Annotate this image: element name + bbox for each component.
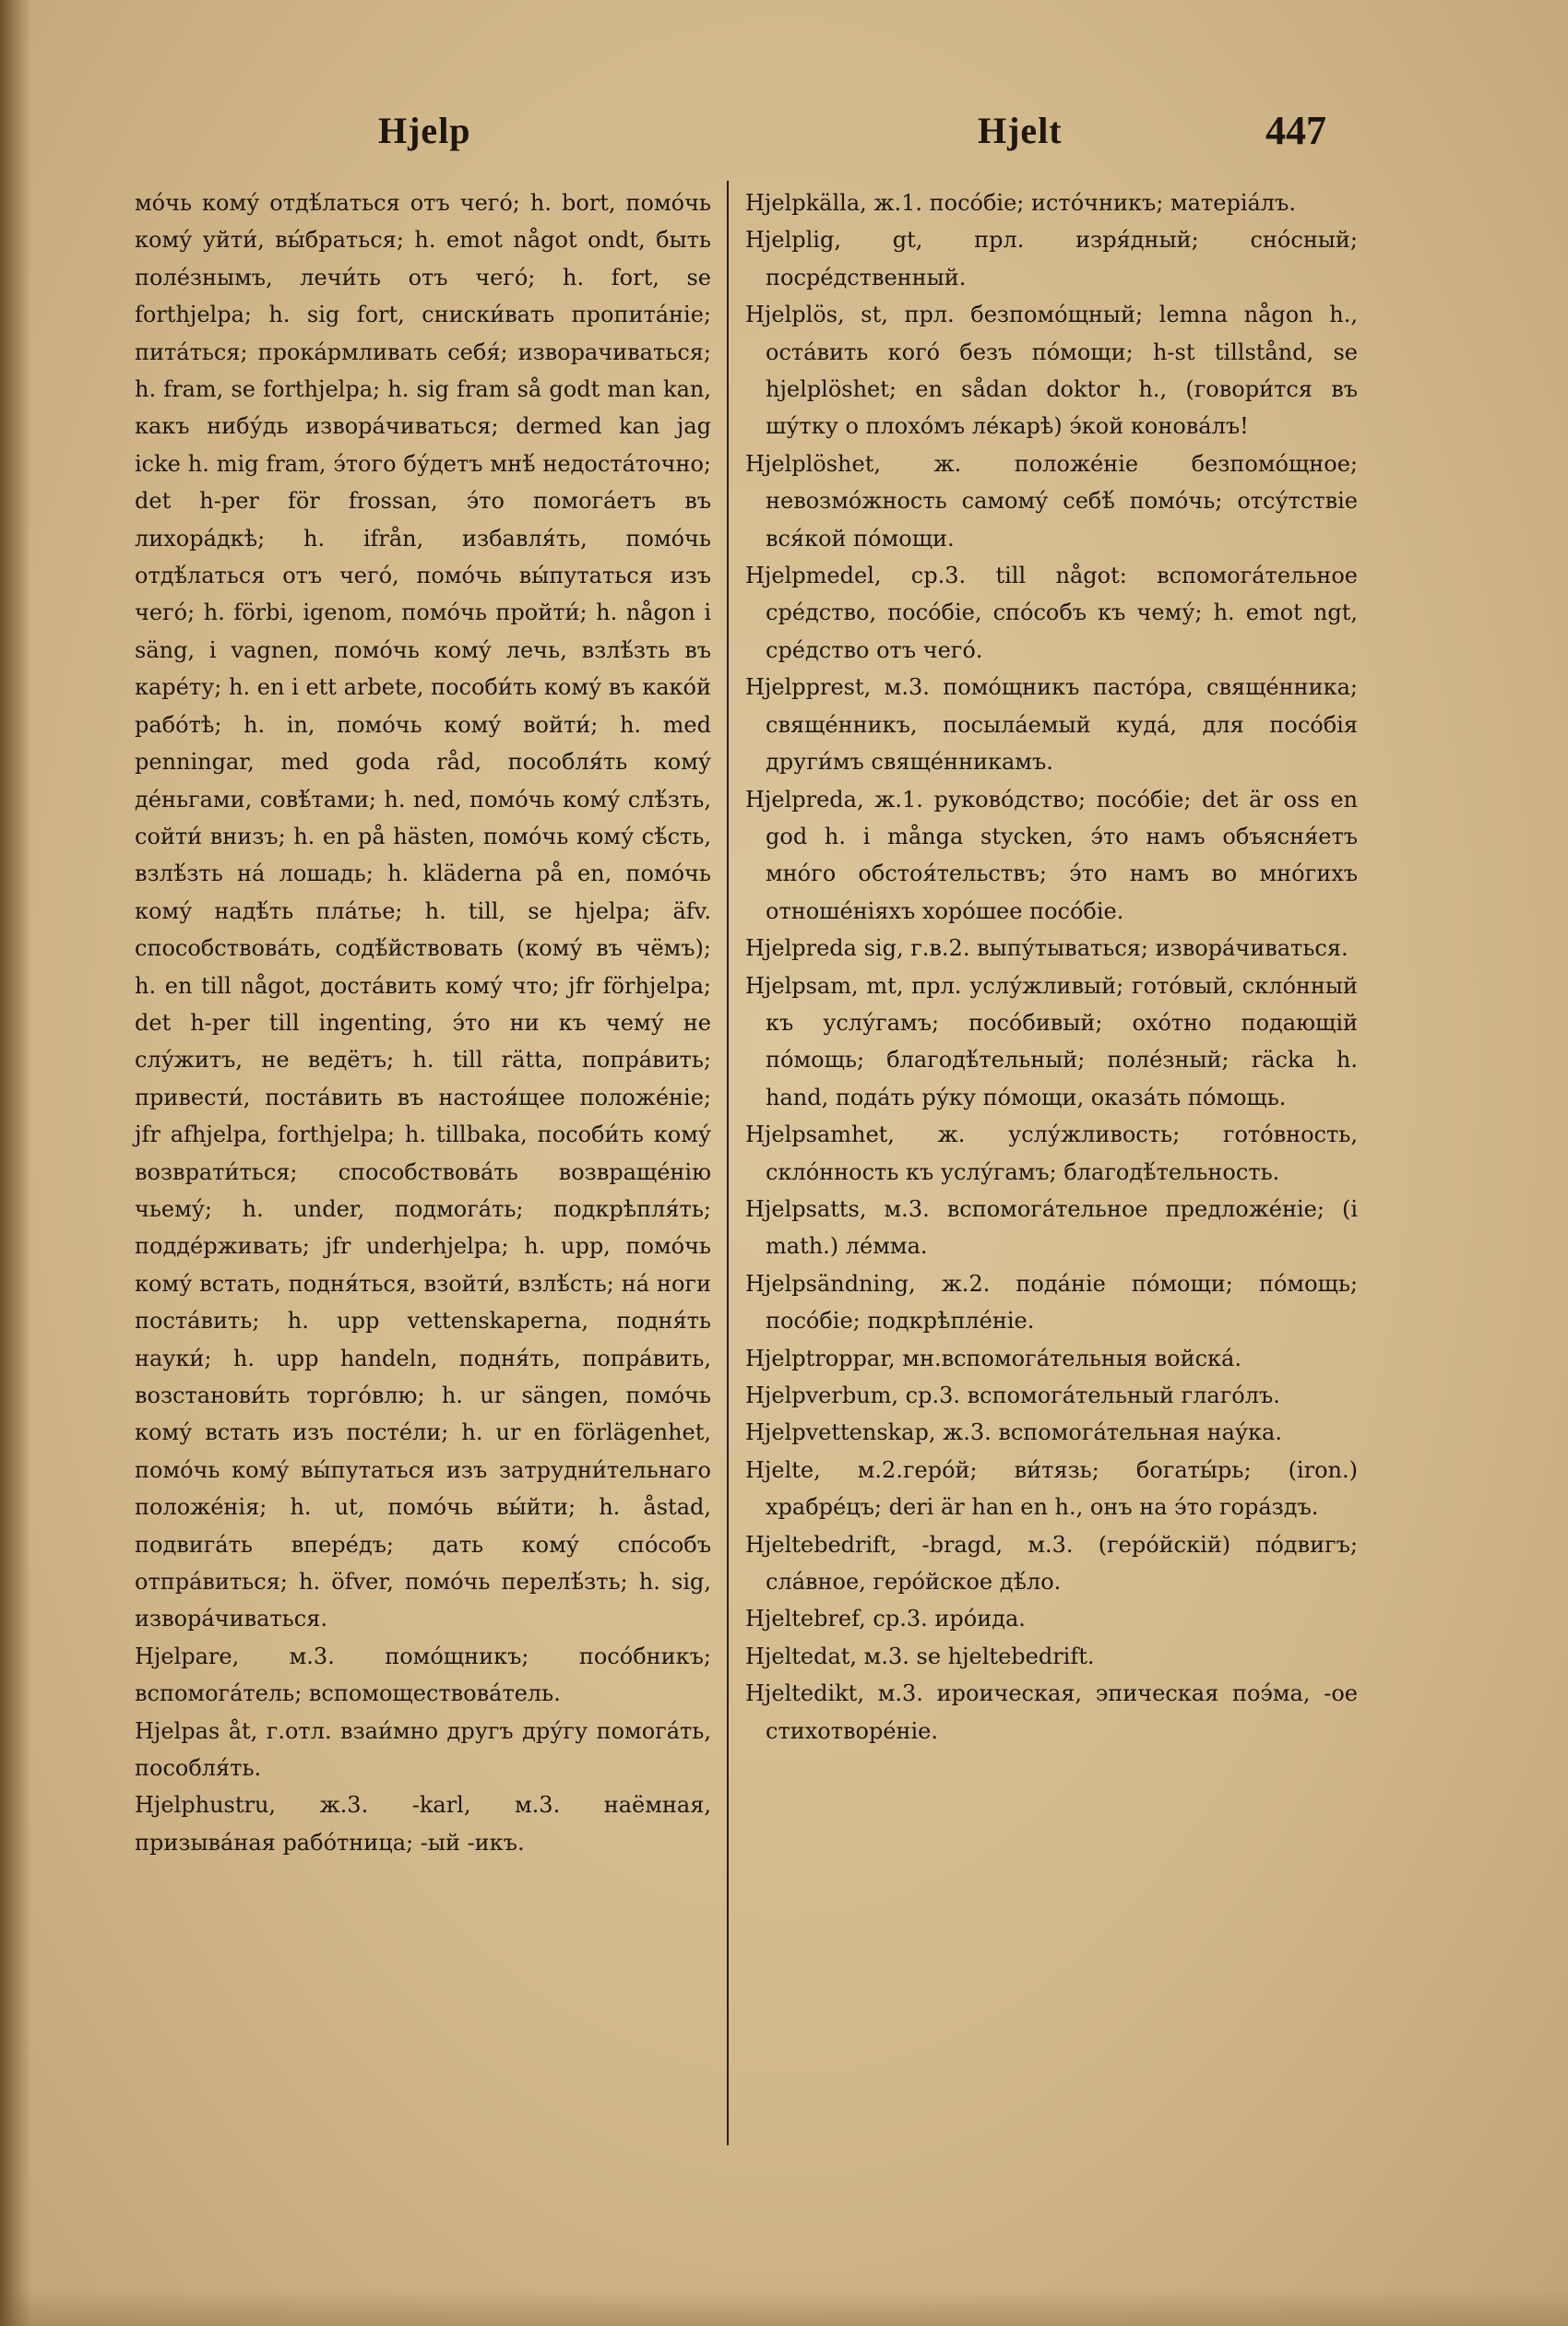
entry-hjelpverbum: Hjelpverbum, ср.3. вспомога́тельный глаго́лъ. (745, 1383, 1280, 1408)
entry-hjeltedikt: Hjeltedikt, м.3. ироическая, эпическая поэ́ма, -ое стихотворе́ніе. (745, 1680, 1358, 1744)
entry-hjelpreda: Hjelpreda, ж.1. руково́дство; посо́біе; det är oss en god h. i många stycken, э́то намъ объясня́етъ мно́го обстоя́тельствъ; э́то намъ во мно́гихъ отноше́ніяхъ хоро́шее посо́біе. (745, 786, 1358, 924)
entry-continuation: мо́чь кому́ отдѣ́латься отъ чего́; h. bort, помо́чь кому́ уйти́, вы́браться; h. emot något ondt, быть поле́знымъ, лечи́ть отъ чего́; h. fort, se forthjelpa; h. sig fort, сниски́вать пропита́ніе; пита́ться; прока́рмливать себя́; изворачиваться; h. fram, se forthjelpa; h. sig fram så godt man kan, какъ нибу́дь извора́чиваться; dermed kan jag icke h. mig fram, э́того бу́детъ мнѣ́ недоста́точно; det h-per för frossan, э́то помога́етъ въ лихора́дкѣ; h. ifrån, избавля́ть, помо́чь отдѣ́латься отъ чего́, помо́чь вы́путаться изъ чего́; h. förbi, igenom, помо́чь пройти́; h. någon i säng, i vagnen, помо́чь кому́ лечь, взлѣ́зть въ каре́ту; h. en i ett arbete, пособи́ть кому́ въ како́й рабо́тѣ; h. in, помо́чь кому́ войти́; h. med penningar, med goda råd, пособля́ть кому́ де́ньгами, совѣ́тами; h. ned, помо́чь кому́ слѣ́зть, сойти́ внизъ; h. en på hästen, помо́чь кому́ сѣ́сть, взлѣ́зть на́ лошадь; h. kläderna på en, помо́чь кому́ надѣ́ть пла́тье; h. till, se hjelpa; äfv. способствова́ть, содѣ́йствовать (кому́ въ чёмъ); h. en till något, доста́вить кому́ что; jfr förhjelpa; det h-per till ingenting, э́то ни къ чему́ не слу́житъ, не ведётъ; h. till rätta, попра́вить; привести́, поста́вить въ настоя́щее положе́ніе; jfr afhjelpa, forthjelpa; h. tillbaka, пособи́ть кому́ возврати́ться; способствова́ть возвраще́нію чьему́; h. under, подмога́ть; подкрѣпля́ть; подде́рживать; jfr underhjelpa; h. upp, помо́чь кому́ встать, подня́ться, взойти́, взлѣ́сть; на́ ноги поста́вить; h. upp vettenskaperna, подня́ть науки́; h. upp handeln, подня́ть, попра́вить, возстанови́ть торго́влю; h. ur sängen, помо́чь кому́ встать изъ посте́ли; h. ur en förlägenhet, помо́чь кому́ вы́путаться изъ затрудни́тельнаго положе́нія; h. ut, помо́чь вы́йти; h. åstad, подвига́ть впере́дъ; дать кому́ спо́собъ отпра́виться; h. öfver, помо́чь перелѣ́зть; h. sig, извора́чиваться. (135, 190, 711, 1632)
entry-hjelpprest: Hjelpprest, м.3. помо́щникъ пасто́ра, свяще́нника; свяще́нникъ, посыла́емый куда́, для посо́бія други́мъ свяще́нникамъ. (745, 674, 1358, 776)
entry-hjeltebref: Hjeltebref, ср.3. иро́ида. (745, 1606, 1026, 1632)
entry-hjelpvettenskap: Hjelpvettenskap, ж.3. вспомога́тельная нау́ка. (745, 1419, 1282, 1446)
entry-hjelpkalla: Hjelpkälla, ж.1. посо́біе; исто́чникъ; матеріа́лъ. (745, 190, 1296, 216)
entry-hjelte: Hjelte, м.2.геро́й; ви́тязь; богаты́рь; (iron.) храбре́цъ; deri är han en h., онъ на э́то гора́здъ. (745, 1456, 1358, 1521)
entry-hjelpsandning: Hjelpsändning, ж.2. пода́ніе по́мощи; по́мощь; посо́біе; подкрѣпле́ніе. (745, 1270, 1358, 1335)
entry-hjeltebedrift: Hjeltebedrift, -bragd, м.3. (геро́йскій) по́двигъ; сла́вное, геро́йское дѣ́ло. (745, 1531, 1358, 1596)
column-divider (727, 181, 729, 2145)
entry-hjelploshet: Hjelplöshet, ж. положе́ніе безпомо́щное; невозмо́жность самому́ себѣ́ помо́чь; отсу́тствіе вся́кой по́мощи. (745, 450, 1358, 552)
entry-hjelphustru: Hjelphustru, ж.3. -karl, м.3. наёмная, призыва́ная рабо́тница; -ый -икъ. (135, 1792, 711, 1856)
page-number: 447 (1265, 108, 1326, 153)
entry-hjelpas-at: Hjelpas åt, г.отл. взаи́мно другъ дру́гу помога́ть, пособля́ть. (135, 1717, 711, 1782)
page-shadow-left (0, 0, 31, 2326)
entry-hjelpsatts: Hjelpsatts, м.3. вспомога́тельное предложе́ніе; (i math.) ле́мма. (745, 1195, 1358, 1260)
entry-hjelpreda-sig: Hjelpreda sig, г.в.2. выпу́тываться; извора́чиваться. (745, 935, 1348, 962)
entry-hjelpare: Hjelpare, м.3. помо́щникъ; посо́бникъ; вспомога́тель; вспомоществова́тель. (135, 1643, 711, 1707)
page-shadow-bottom (0, 2289, 1568, 2326)
entry-hjelpsamhet: Hjelpsamhet, ж. услу́жливость; гото́вность, скло́нность къ услу́гамъ; благодѣ́тельность. (745, 1121, 1358, 1185)
right-running-head: Hjelt (978, 110, 1063, 151)
entry-hjeltedat: Hjeltedat, м.3. se hjeltebedrift. (745, 1643, 1095, 1669)
entry-hjelplos: Hjelplös, st, прл. безпомо́щный; lemna någon h., оста́вить кого́ безъ по́мощи; h-st tillstånd, se hjelplöshet; en sådan doktor h., (говори́тся въ шу́тку о плохо́мъ ле́карѣ) э́кой конова́лъ! (745, 302, 1358, 440)
right-column (745, 184, 1358, 1750)
entry-hjelplig: Hjelplig, gt, прл. изря́дный; сно́сный; посре́дственный. (745, 227, 1358, 291)
entry-hjelpsam: Hjelpsam, mt, прл. услу́жливый; гото́вый, скло́нный къ услу́гамъ; посо́бивый; охо́тно подающій по́мощь; благодѣ́тельный; поле́зный; räcka h. hand, пода́ть ру́ку по́мощи, оказа́ть по́мощь. (745, 972, 1358, 1110)
entry-hjelptroppar: Hjelptroppar, мн.вспомога́тельныя войска́. (745, 1345, 1241, 1371)
entry-hjelpmedel: Hjelpmedel, ср.3. till något: вспомога́тельное сре́дство, посо́біе, спо́собъ къ чему́; h. emot ngt, сре́дство отъ чего́. (745, 563, 1358, 663)
left-column (135, 184, 711, 1861)
left-running-head: Hjelp (378, 110, 471, 151)
